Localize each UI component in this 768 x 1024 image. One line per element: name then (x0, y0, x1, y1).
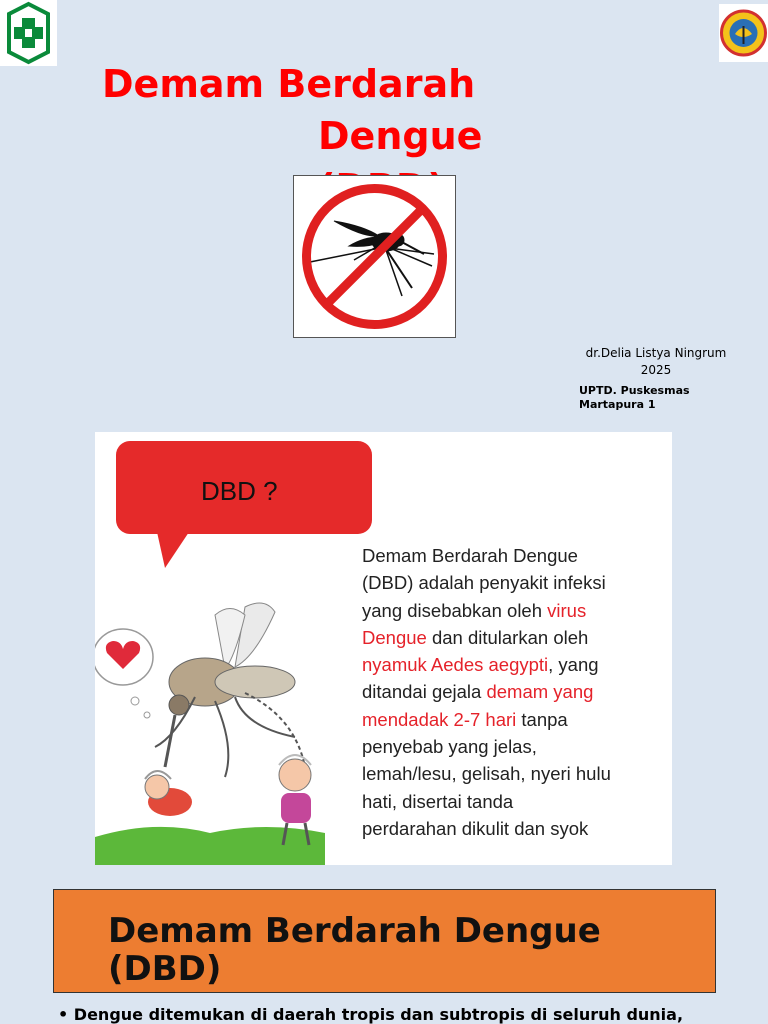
body-text: penyebab yang jelas, (362, 736, 537, 758)
dbd-infographic (95, 432, 672, 865)
author-name: dr.Delia Listya Ningrum (585, 346, 727, 360)
body-text: hati, disertai tanda (362, 790, 514, 812)
definition-line (362, 760, 667, 787)
body-text: dan ditularkan oleh (426, 626, 589, 648)
body-text: , yang (548, 654, 599, 676)
definition-line (362, 815, 667, 842)
highlight-text: demam yang (486, 681, 594, 703)
body-text: tanpa (516, 708, 568, 730)
puskesmas-logo (0, 0, 57, 66)
body-text: perdarahan dikulit dan syok (362, 817, 589, 839)
definition-line (362, 788, 667, 815)
section-banner-title: Demam Berdarah Dengue (DBD) (108, 911, 601, 989)
bullet-marker: • (58, 1005, 74, 1024)
author-year: 2025 (640, 363, 672, 377)
definition-line (362, 651, 667, 678)
dbd-definition-text (362, 542, 667, 842)
highlight-text: mendadak 2-7 hari (362, 708, 517, 730)
bullet-item (58, 1005, 683, 1024)
no-mosquito-image (293, 175, 456, 338)
body-text: lemah/lesu, gelisah, nyeri hulu (362, 763, 611, 785)
definition-line (362, 597, 667, 624)
highlight-text: virus (547, 599, 587, 621)
body-text: Demam Berdarah Dengue (362, 545, 578, 566)
body-text: (DBD) adalah penyakit infeksi (362, 572, 606, 594)
waspada-dbd-logo (719, 4, 768, 62)
mosquito-cartoon-illustration (95, 597, 325, 865)
definition-line (362, 569, 667, 596)
page-title-line-2: Dengue (318, 114, 483, 158)
definition-line (362, 733, 667, 760)
infographic-heading: DBD ? (201, 476, 278, 506)
cartoon-mosquito-icon (155, 603, 305, 777)
highlight-text: nyamuk Aedes aegypti (362, 654, 549, 676)
speech-bubble-tail (157, 532, 189, 568)
body-text: ditandai gejala (362, 681, 487, 703)
highlight-text: Dengue (362, 626, 427, 648)
author-organization: UPTD. Puskesmas Martapura 1 (579, 384, 690, 411)
page-title-line-1: Demam Berdarah (102, 62, 476, 106)
definition-line (362, 542, 667, 569)
bullet-text: Dengue ditemukan di daerah tropis dan subtropis di seluruh dunia, (73, 1005, 684, 1024)
body-text: yang disebabkan oleh (362, 599, 548, 621)
definition-line (362, 706, 667, 733)
definition-line (362, 678, 667, 705)
definition-line (362, 624, 667, 651)
